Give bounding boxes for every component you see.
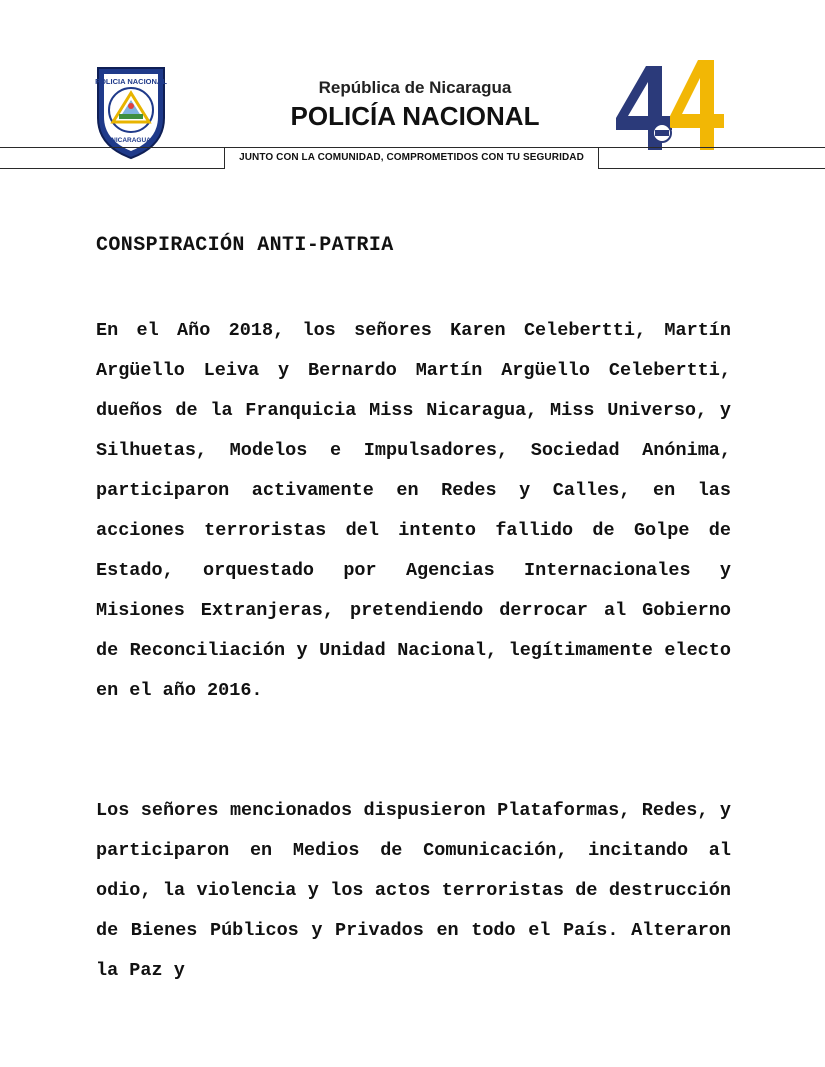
header-rule-right-bracket: [598, 147, 825, 169]
paragraph-1: En el Año 2018, los señores Karen Celebertti, Martín Argüello Leiva y Bernardo Martín Argüello Celebertti, dueños de la Franquicia Miss Nicaragua, Miss Universo, y Silhuetas, Modelos e Impulsadores, Sociedad Anónima, participaron activamente en Redes y Calles, en las acciones terroristas del intento fallido de Golpe de Estado, orquestado por Agencias Internacionales y Misiones Extranjeras, pretendiendo derrocar al Gobierno de Reconciliación y Unidad Nacional, legítimamente electo en el año 2016.: [96, 320, 731, 701]
header-rule-left-bracket: [0, 147, 225, 169]
seal-bottom-text: NICARAGUA: [111, 137, 151, 144]
tagline: JUNTO CON LA COMUNIDAD, COMPROMETIDOS CON TU SEGURIDAD: [239, 152, 584, 163]
document-title: CONSPIRACIÓN ANTI-PATRIA: [96, 234, 394, 257]
paragraph-2: Los señores mencionados dispusieron Plataformas, Redes, y participaron en Medios de Comunicación, incitando al odio, la violencia y los actos terroristas de destrucción de Bienes Públicos y Privados en todo el País. Alteraron la Paz y: [96, 800, 731, 981]
letterhead-titles: [250, 78, 580, 132]
institution-name: POLICÍA NACIONAL: [290, 101, 540, 131]
anniversary-44-logo: [612, 58, 730, 156]
letterhead: [0, 0, 825, 175]
seal-top-text: POLICIA NACIONAL: [95, 77, 167, 86]
republic-name: República de Nicaragua: [318, 78, 512, 97]
police-seal-logo: [92, 60, 170, 160]
